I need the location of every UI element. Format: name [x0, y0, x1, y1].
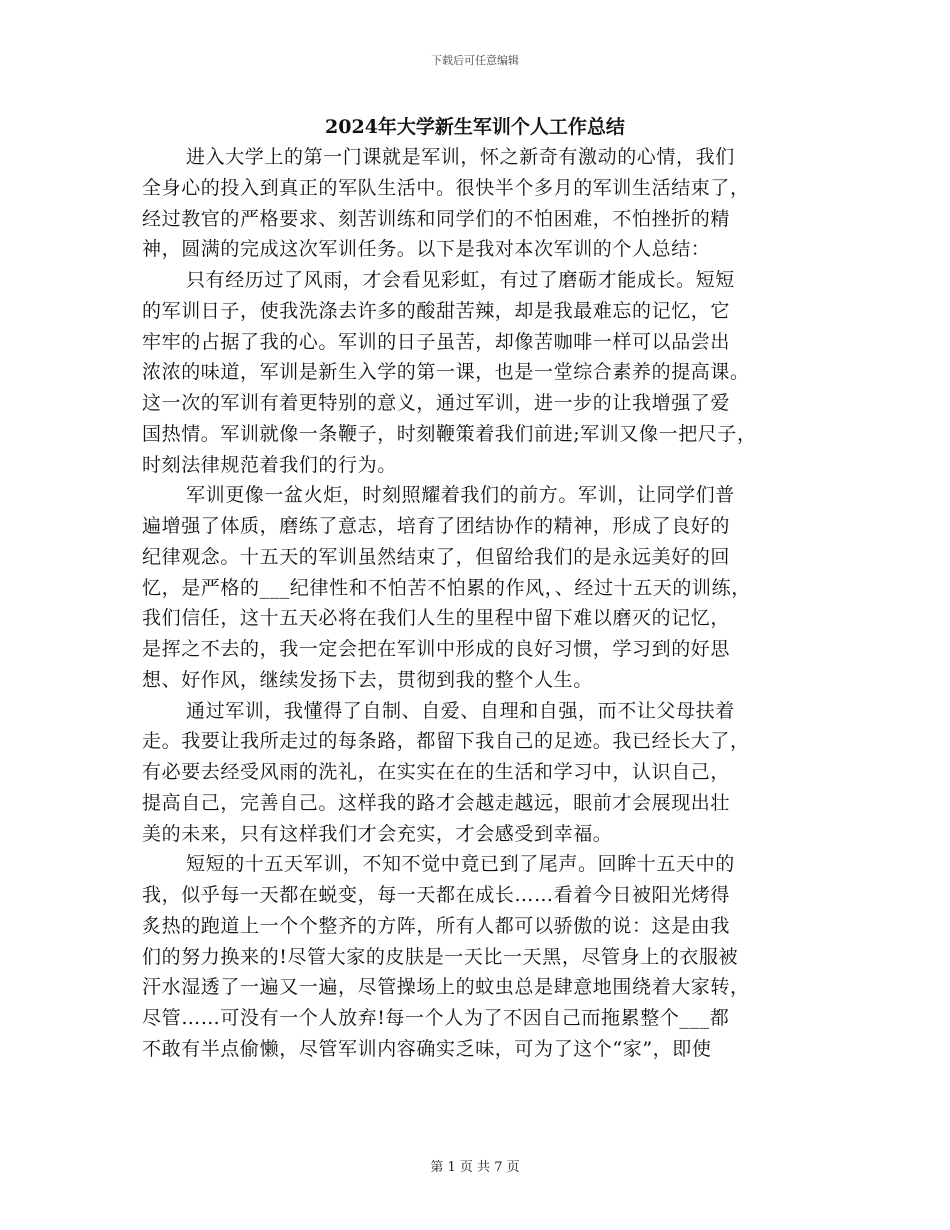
page-number: 第 1 页 共 7 页 [430, 1160, 520, 1175]
text-line: 进入大学上的第一门课就是军训，怀之新奇有激动的心情，我们 [186, 146, 735, 168]
text-line: 是挥之不去的，我一定会把在军训中形成的良好习惯，学习到的好思 [142, 638, 731, 660]
text-line: 神，圆满的完成这次军训任务。以下是我对本次军训的个人总结： [142, 238, 711, 261]
text-line: 遍增强了体质，磨练了意志，培育了团结协作的精神，形成了良好的 [142, 515, 731, 537]
text-line: 纪律观念。十五天的军训虽然结束了，但留给我们的是永远美好的回 [142, 545, 731, 568]
text-line: 炙热的跑道上一个个整齐的方阵，所有人都可以骄傲的说：这是由我 [142, 914, 731, 937]
text-line: 浓浓的味道，军训是新生入学的第一课，也是一堂综合素养的提高课。 [142, 361, 750, 384]
text-line: 牢牢的占据了我的心。军训的日子虽苦，却像苦咖啡一样可以品尝出 [142, 330, 731, 353]
text-line: 美的未来，只有这样我们才会充实，才会感受到幸福。 [142, 822, 613, 845]
text-line: 通过军训，我懂得了自制、自爱、自理和自强，而不让父母扶着 [186, 699, 735, 722]
text-line: 我，似乎每一天都在蜕变，每一天都在成长……看着今日被阳光烤得 [142, 884, 731, 906]
text-line: 汗水湿透了一遍又一遍，尽管操场上的蚊虫总是肆意地围绕着大家转， [142, 976, 750, 999]
text-line: 走。我要让我所走过的每条路，都留下我自己的足迹。我已经长大了， [142, 730, 750, 753]
text-line: 经过教官的严格要求、刻苦训练和同学们的不怕困难，不怕挫折的精 [142, 207, 731, 230]
text-line: 想、好作风，继续发扬下去，贯彻到我的整个人生。 [142, 668, 593, 691]
text-line: 我们信任，这十五天必将在我们人生的里程中留下难以磨灭的记忆， [142, 607, 731, 630]
text-line: 全身心的投入到真正的军队生活中。很快半个多月的军训生活结束了， [142, 176, 750, 199]
text-line: 们的努力换来的!尽管大家的皮肤是一天比一天黑，尽管身上的衣服被 [142, 945, 739, 968]
text-line: 忆，是严格的___纪律性和不怕苦不怕累的作风，、经过十五天的训练， [142, 576, 751, 599]
text-line: 的军训日子，使我洗涤去许多的酸甜苦辣，却是我最难忘的记忆，它 [142, 299, 731, 322]
text-line: 短短的十五天军训，不知不觉中竟已到了尾声。回眸十五天中的 [186, 853, 735, 876]
page-header-note: 下载后可任意编辑 [431, 54, 519, 67]
text-line: 国热情。军训就像一条鞭子，时刻鞭策着我们前进;军训又像一把尺子， [142, 422, 757, 445]
document-body [142, 142, 822, 1065]
text-line: 这一次的军训有着更特别的意义，通过军训，进一步的让我增强了爱 [142, 392, 731, 414]
text-line: 不敢有半点偷懒，尽管军训内容确实乏味，可为了这个“家”，即使 [142, 1037, 712, 1060]
text-line: 只有经历过了风雨，才会看见彩虹，有过了磨砺才能成长。短短 [186, 269, 735, 291]
text-line: 尽管……可没有一个人放弃!每一个人为了不因自己而拖累整个___都 [142, 1007, 730, 1029]
text-line: 军训更像一盆火炬，时刻照耀着我们的前方。军训，让同学们普 [186, 484, 735, 507]
text-line: 时刻法律规范着我们的行为。 [142, 453, 397, 476]
text-line: 提高自己，完善自己。这样我的路才会越走越远，眼前才会展现出壮 [142, 791, 731, 814]
document-title: 2024年大学新生军训个人工作总结 [325, 116, 625, 138]
text-line: 有必要去经受风雨的洗礼，在实实在在的生活和学习中，认识自己， [142, 761, 731, 783]
